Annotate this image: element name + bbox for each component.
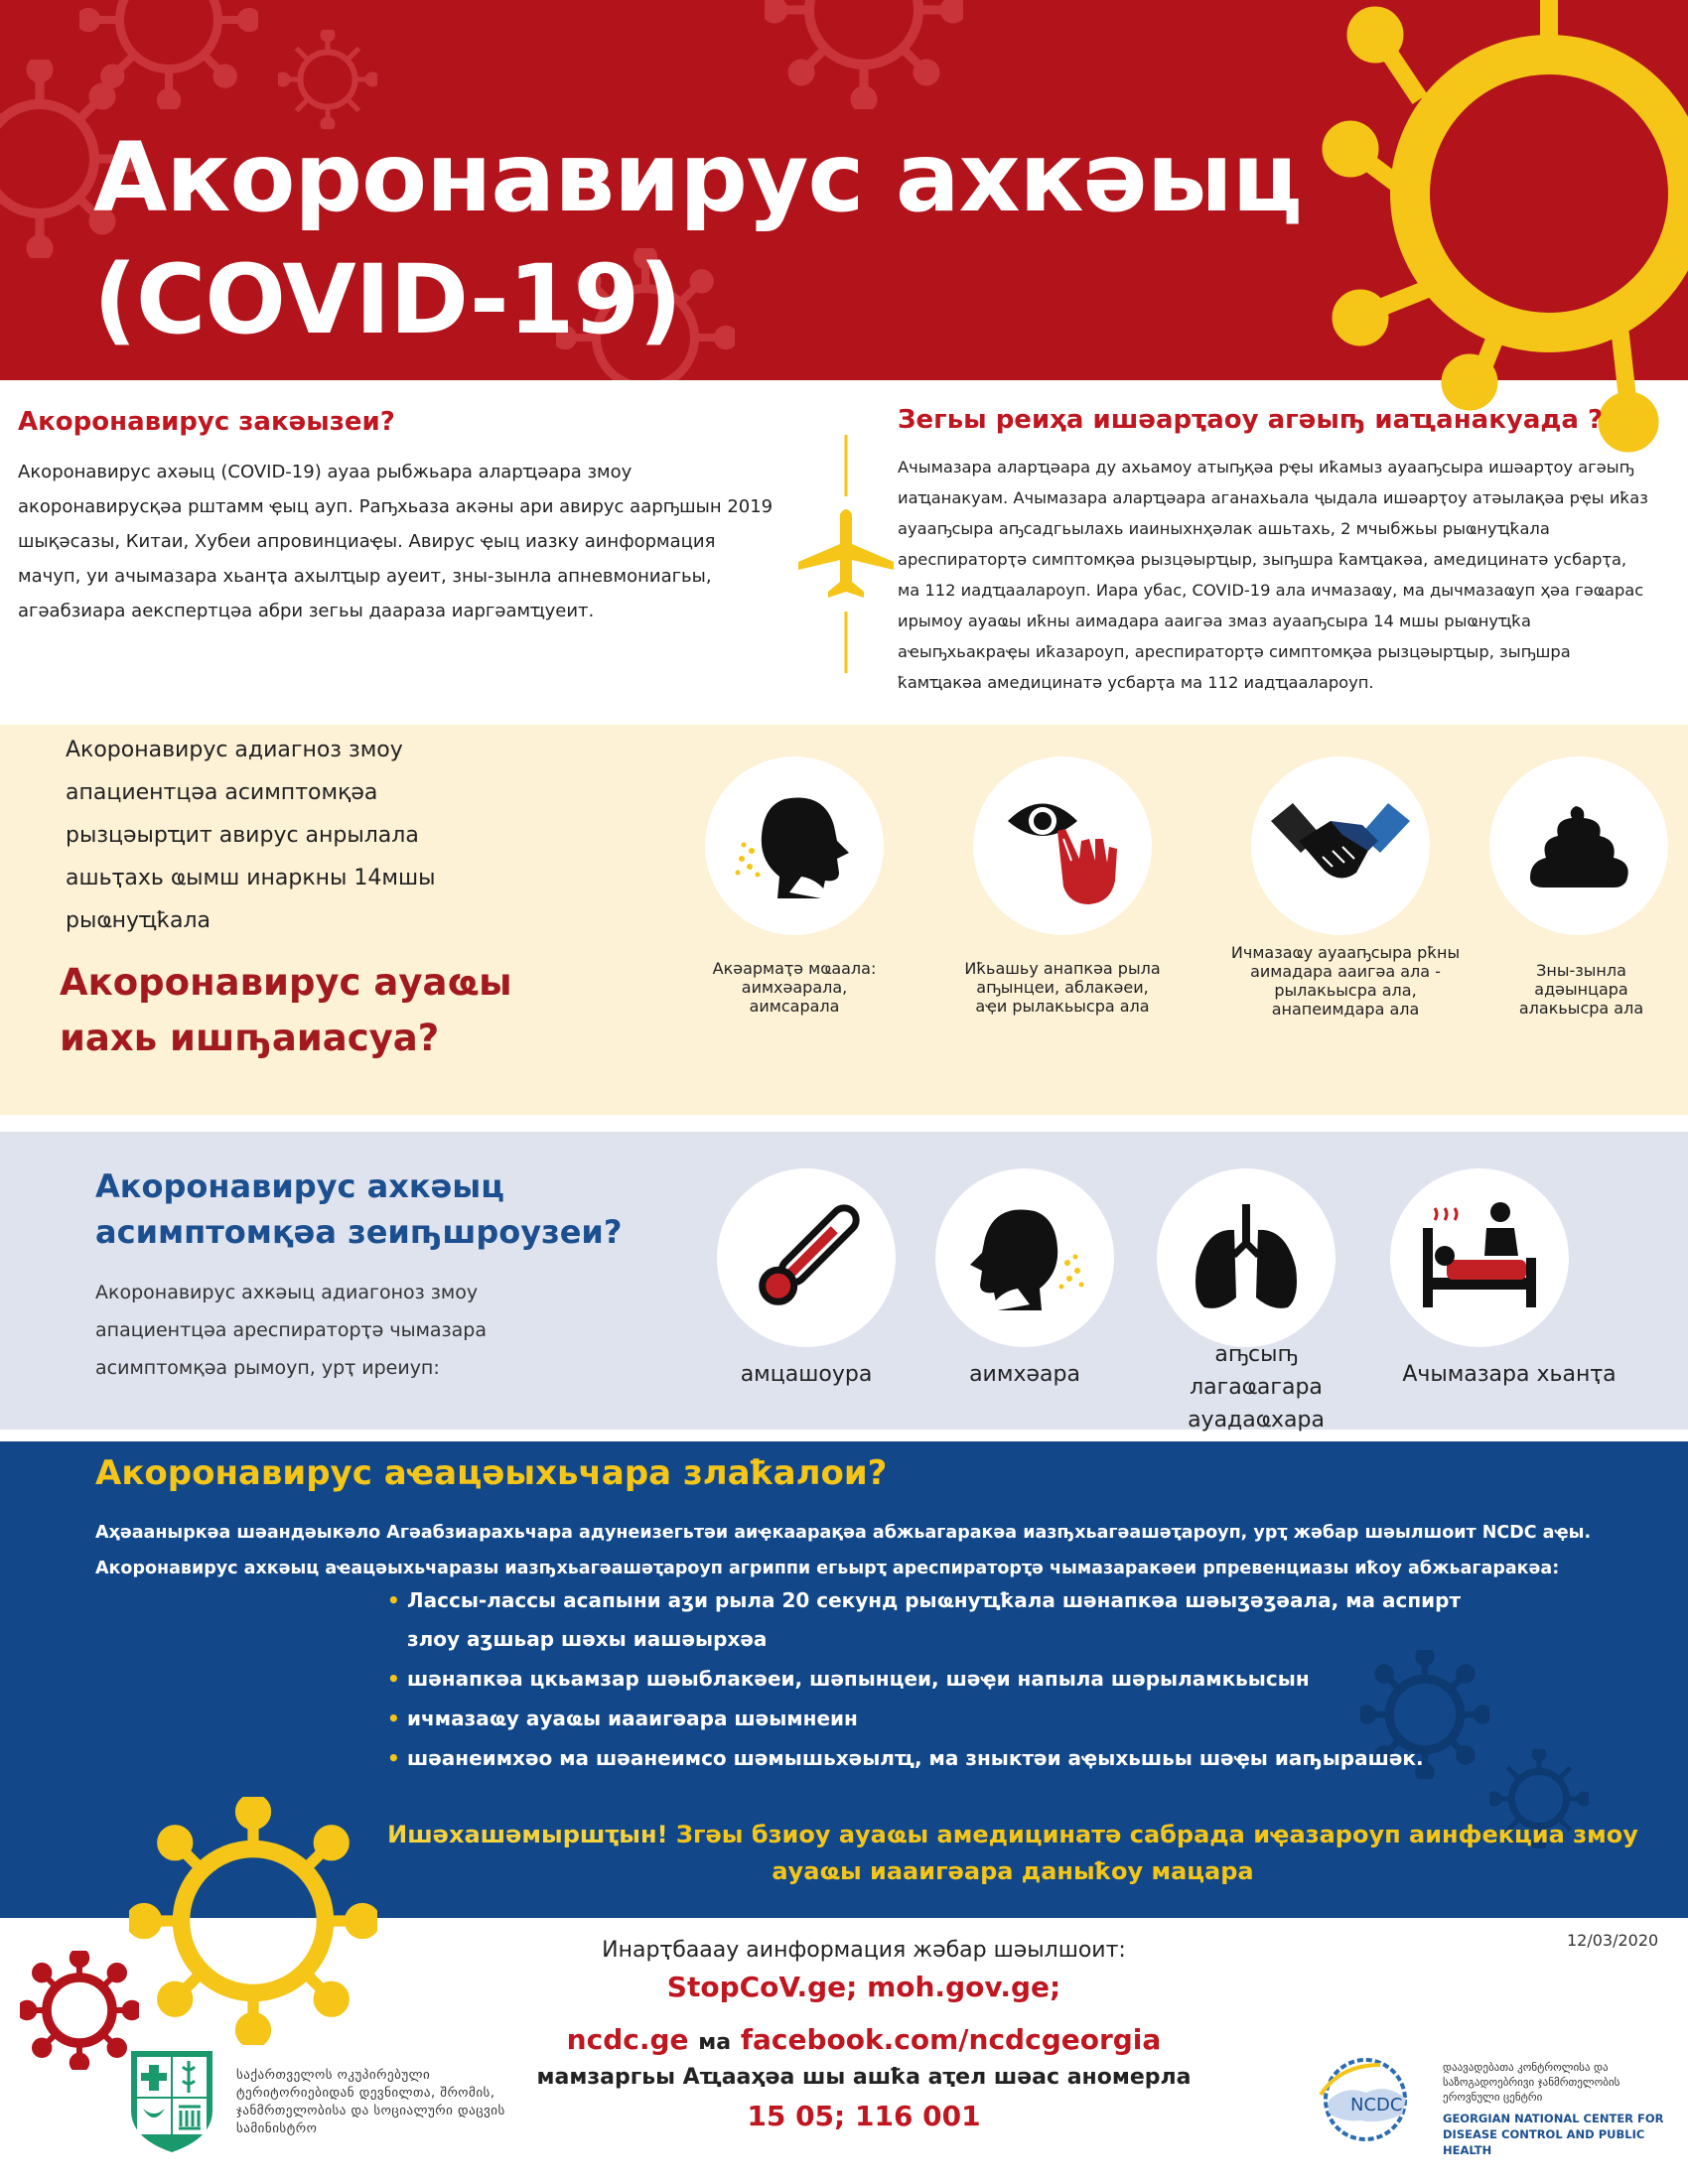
caption-airborne: Акәармаҭә мҩаала: аимхәарала, аимсарала bbox=[712, 959, 877, 1016]
prevention-intro-line2: Акоронавирус ахкәыц аҽацәыхьчаразы иазҧхьагәашәҭароуп агриппи егьырҭ ареспираторҭә чымазаракәеи рпревенциазы иҟоу абжьагаракәа: bbox=[95, 1559, 1560, 1578]
list-item: • Лассы-лассы асапыни аӡи рыла 20 секунд рыҩнуҵҟала шәнапкәа шәыӡәӡәала, ма аспирт злоу аӡшьар шәхы иашәырхәа bbox=[387, 1581, 1479, 1659]
ncdc-name-georgian: დაავადებათა კონტროლისა და საზოგადოებრივი ჯანმრთელობის ეროვნული ცენტრი bbox=[1443, 2061, 1620, 2104]
what-is-coronavirus-body: Акоронавирус ахәыц (COVID-19) ауаа рыбжьара аларҵәара змоу акоронавирусқәа рштамм ҿыц ауп. Раҧхьаза акәны ари авирус аарҧшын 2019 шықәсазы, Китаи, Хубеи апровинциаҿы. Авирус ҿыц иазку аинформация мачуп, уи ачымазара хьанҭа ахылҵыр ауеит, зны-зынла апневмониагьы, агәабзиара аекспертцәа абри зегьы даараза иаргәамҵуеит. bbox=[18, 462, 774, 621]
risk-group-body: Ачымазара аларҵәара ду ахьамоу атыҧқәа рҿы иҟамыз ауааҧсыра ишәарҭоу агәыҧ иаҵанакуам. Ачымазара аларҵәара аганахьала ҷыдала ишәарҭоу атәылақәа рҿы иҟаз ауааҧсыра аҧсадгьылахь иаиныхнҳәлак ашьтахь, 2 мчыбжьы рыҩнуҵҟала ареспираторҭә симптомқәа рызцәырҵыр, зыҧшра ҟамҵакәа, амедицинатә усбарҭа, ма 112 иадҵаалароуп. Иара убас, COVID-19 ала ичмазаҩу, ма дычмазаҩуп ҳәа гәҩарас ирымоу ауаҩы иҟны аимадара ааигәа змаз ауааҧсыра 14 мшы рыҩнуҵҟа аҽыҧхьакраҿы иҟазароуп, ареспираторҭә симптомқәа рызцәырҵыр, зыҧшра ҟамҵакәа амедицинатә усбарҭа ма 112 иадҵаалароуп. bbox=[898, 458, 1648, 692]
caption-fever: амцашоура bbox=[740, 1362, 873, 1387]
page-title-line2: (COVID-19) bbox=[93, 244, 682, 355]
incubation-text: Акоронавирус адиагноз змоу апациентцәа асимптомқәа рызцәырҵит авирус анрылала ашьҭахь ҩымш инаркны 14мшы рыҩнуҵҟала bbox=[66, 738, 436, 933]
caption-severe-illness: Ачымазара хьанҭа bbox=[1402, 1362, 1617, 1387]
transmission-heading-line2: иахь ишҧаиасуа? bbox=[60, 1017, 440, 1059]
virus-red-icon bbox=[20, 1951, 139, 2070]
head-sneeze-icon bbox=[705, 756, 884, 935]
risk-group-title: Зегьы реиҳа ишәарҭаоу агәыҧ иаҵанакуада ? bbox=[898, 405, 1604, 435]
eye-touch-icon bbox=[973, 756, 1152, 935]
list-item: • ичмазаҩу ауаҩы иааигәара шәымнеин bbox=[387, 1700, 1479, 1738]
prevention-heading: Акоронавирус аҽацәыхьчара злаҟалои? bbox=[95, 1453, 888, 1493]
ncdc-link[interactable]: ncdc.ge bbox=[566, 2023, 689, 2056]
ncdc-name-english: GEORGIAN NATIONAL CENTER FOR DISEASE CONTROL AND PUBLIC HEALTH bbox=[1443, 2112, 1664, 2157]
prevention-intro bbox=[95, 1515, 1644, 1586]
more-info-text: Инарҭбааау аинформация жәбар шәылшоит: bbox=[602, 1938, 1126, 1963]
symptoms-text: Акоронавирус ахкәыц адиагоноз змоу апациентцәа ареспираторҭә чымазара асимптомқәа рымоуп, урҭ иреиуп: bbox=[95, 1282, 487, 1379]
symptoms-heading-line2: асимптомқәа зеиҧшроузеи? bbox=[95, 1213, 623, 1251]
cough-icon bbox=[935, 1168, 1114, 1347]
caption-close-contact: Ичмазаҩу ауааҧсыра рҟны аимадара ааигәа ала - рылакьысра ала, анапеимдара ала bbox=[1230, 943, 1461, 1019]
info-links[interactable]: StopCoV.ge; moh.gov.ge; bbox=[666, 1971, 1061, 2003]
caption-contaminated-hands: Иҟьашьу анапкәа рыла аҧынцеи, аблакәеи, аҿи рылакьысра ала bbox=[964, 959, 1161, 1016]
what-is-coronavirus-title: Акоронавирус закәызеи? bbox=[18, 407, 395, 437]
virus-bg-icon bbox=[278, 30, 377, 129]
page-title bbox=[93, 117, 1302, 361]
prevention-list bbox=[387, 1581, 1479, 1779]
ncdc-logo-text: NCDC bbox=[1350, 2095, 1403, 2116]
virus-yellow-icon bbox=[129, 1797, 377, 2045]
sick-bed-icon bbox=[1390, 1168, 1569, 1347]
virus-bg-icon bbox=[765, 0, 963, 109]
list-item: • шәнапкәа цкьамзар шәыблакәеи, шәпынцеи, шәҿи напыла шәрыламкьысын bbox=[387, 1660, 1479, 1699]
handshake-icon bbox=[1251, 756, 1430, 935]
hotline-text: мамзаргьы Аҵааҳәа шы ашҟа аҭел шәас аномерла bbox=[536, 2065, 1192, 2090]
caption-fecal: Зны-зынла адәынцара алакьысра ала bbox=[1518, 961, 1644, 1018]
ncdc-logo-icon bbox=[1311, 2055, 1430, 2144]
airplane-icon bbox=[794, 435, 898, 673]
publish-date: 12/03/2020 bbox=[1567, 1931, 1659, 1950]
virus-bg-icon bbox=[79, 0, 258, 109]
ministry-logo-icon bbox=[127, 2047, 216, 2154]
and-text: ма bbox=[698, 2030, 732, 2055]
transmission-heading bbox=[60, 955, 512, 1066]
thermometer-icon bbox=[717, 1168, 896, 1347]
caption-breathing-difficulty: аҧсыҧ лагаҩагара ауадаҩхара bbox=[1188, 1342, 1325, 1433]
symptoms-heading bbox=[95, 1163, 622, 1255]
ministry-name: საქართველოს ოკუპირებული ტერიტორიებიდან დევნილთა, შრომის, ჯანმრთელობისა და სოციალური დაცვის სამინისტრო bbox=[236, 2068, 505, 2136]
caption-cough: аимхәара bbox=[969, 1362, 1080, 1387]
lungs-icon bbox=[1157, 1168, 1336, 1347]
feces-icon bbox=[1489, 756, 1668, 935]
facebook-link[interactable]: facebook.com/ncdcgeorgia bbox=[740, 2023, 1162, 2056]
social-links bbox=[496, 2023, 1231, 2056]
list-item: • шәанеимхәо ма шәанеимсо шәмышьхәылҵ, ма зныктәи аҿыхьшьы шәҿы иаҧырашәк. bbox=[387, 1739, 1479, 1778]
prevention-intro-line1: Аҳәааныркәа шәандәыкәло Агәабзиарахьчара адунеизегьтәи аиҿкаарақәа абжьагаракәа иазҧхьагәашәҭароуп, урҭ жәбар шәылшоит NCDC аҿы. bbox=[95, 1523, 1592, 1543]
warning-text: Згәы бзиоу ауаҩы амедицинатә сабрада иҿазароуп аинфекциа змоу ауаҩы иааигәара даныҟоу мацара bbox=[675, 1821, 1638, 1885]
warning-note bbox=[357, 1817, 1668, 1890]
transmission-heading-line1: Акоронавирус ауаҩы bbox=[60, 961, 512, 1004]
virus-yellow-icon bbox=[1321, 0, 1688, 457]
page-title-line1: Акоронавирус ахкәыц bbox=[93, 122, 1302, 233]
symptoms-heading-line1: Акоронавирус ахкәыц bbox=[95, 1167, 504, 1205]
hotline-numbers: 15 05; 116 001 bbox=[747, 2100, 981, 2132]
warning-label: Ишәхашәмыршҭын! bbox=[387, 1821, 668, 1848]
